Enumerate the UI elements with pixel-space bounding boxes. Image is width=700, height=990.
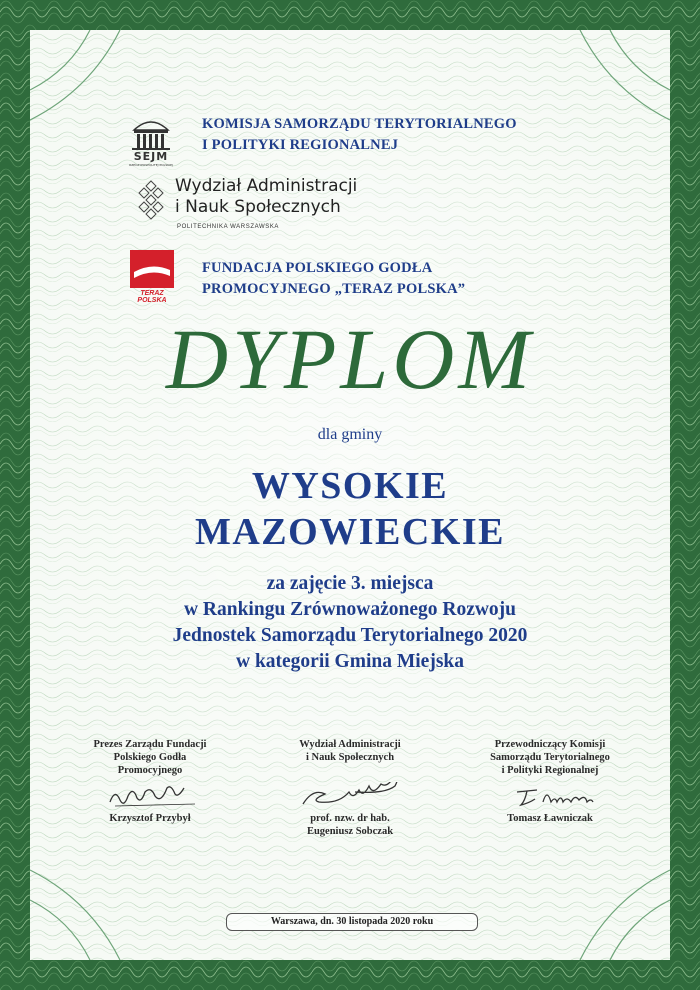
role-line: Samorządu Terytorialnego	[490, 752, 610, 763]
teraz-polska-emblem-icon	[126, 248, 178, 290]
role-line: i Polityki Regionalnej	[501, 765, 599, 776]
handwritten-signature	[55, 782, 245, 812]
diamond-pattern-icon	[134, 180, 168, 224]
signatory-name-2: Eugeniusz Sobczak	[306, 826, 394, 837]
teraz-polska-logo-text: TERAZ POLSKA	[137, 290, 167, 304]
recipient-name	[30, 463, 670, 555]
sejm-logo-subtext: RZECZYPOSPOLITEJ POLSKIEJ	[129, 163, 173, 167]
sejm-line-1: KOMISJA SAMORZĄDU TERYTORIALNEGO	[202, 116, 517, 132]
for-label: dla gminy	[317, 426, 383, 443]
wydzial-logo	[134, 180, 168, 224]
certificate-paper	[30, 30, 670, 960]
teraz-line-1: FUNDACJA POLSKIEGO GODŁA	[202, 260, 433, 276]
role-line: Prezes Zarządu Fundacji	[93, 739, 207, 750]
signature-role	[255, 738, 445, 782]
handwritten-signature	[255, 782, 445, 812]
signature-role	[455, 738, 645, 782]
signatory-name: prof. nzw. dr hab.	[310, 813, 390, 824]
desc-line-2: w Rankingu Zrównoważonego Rozwoju	[183, 599, 517, 620]
sejm-line-2: I POLITYKI REGIONALNEJ	[202, 137, 399, 153]
sejm-logo-text: SEJM	[133, 150, 169, 163]
role-line: Promocyjnego	[117, 765, 183, 776]
diploma-title: DYPLOM	[165, 311, 535, 407]
desc-line-3: Jednostek Samorządu Terytorialnego 2020	[172, 625, 528, 646]
wydzial-line-2: i Nauk Społecznych	[175, 197, 341, 217]
award-description	[30, 571, 670, 675]
signatory-name: Krzysztof Przybył	[109, 813, 191, 824]
recipient-line-1: WYSOKIE	[251, 465, 449, 507]
recipient-line-2: MAZOWIECKIE	[195, 511, 505, 553]
sejm-commission-name	[202, 114, 517, 156]
sejm-logo	[126, 112, 176, 172]
role-line: Przewodniczący Komisji	[494, 739, 606, 750]
wydzial-line-1: Wydział Administracji	[175, 176, 358, 196]
handwritten-signature	[455, 782, 645, 812]
wydzial-subtitle: POLITECHNIKA WARSZAWSKA	[177, 224, 280, 230]
signature-block-commission	[455, 738, 645, 825]
teraz-polska-logo	[126, 248, 178, 302]
signature-block-foundation	[55, 738, 245, 825]
signature-role	[55, 738, 245, 782]
role-line: Wydział Administracji	[299, 739, 401, 750]
teraz-line-2: PROMOCYJNEGO „TERAZ POLSKA”	[202, 281, 466, 297]
teraz-polska-foundation-name	[202, 258, 465, 300]
role-line: i Nauk Społecznych	[305, 752, 395, 763]
wydzial-name	[175, 176, 357, 218]
signature-block-faculty	[255, 738, 445, 838]
signatory-name: Tomasz Ławniczak	[507, 813, 593, 824]
desc-line-4: w kategorii Gmina Miejska	[235, 651, 465, 672]
role-line: Polskiego Godła	[113, 752, 187, 763]
desc-line-1: za zajęcie 3. miejsca	[266, 573, 434, 594]
place-date-box: Warszawa, dn. 30 listopada 2020 roku	[226, 913, 478, 931]
